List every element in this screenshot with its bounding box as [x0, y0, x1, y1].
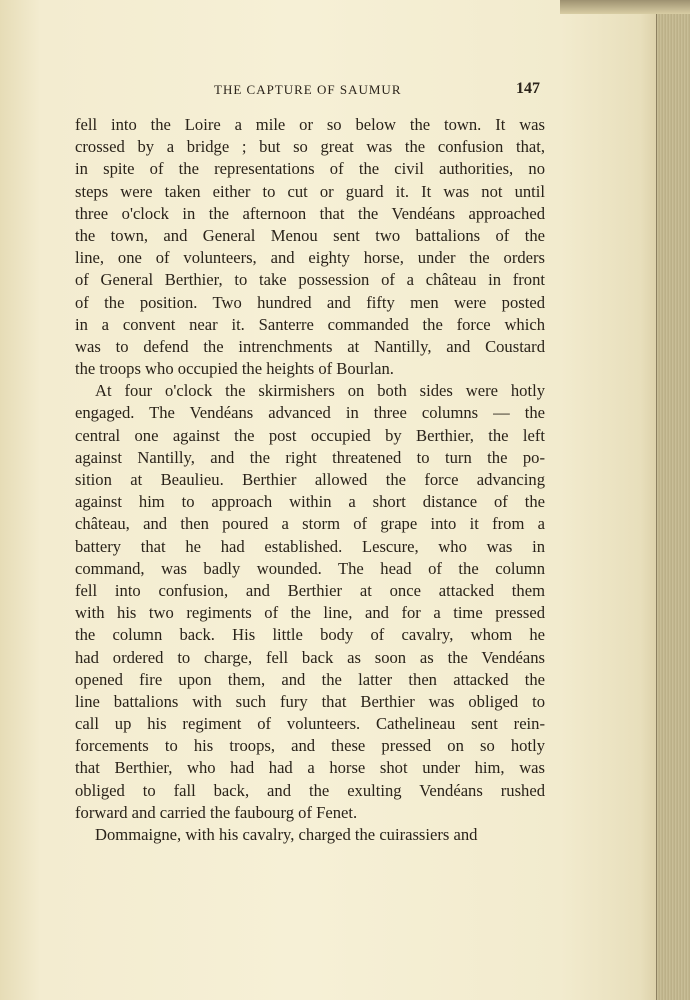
- page-stack-edge: [656, 0, 690, 1000]
- text-line: steps were taken either to cut or guard it. It was not until: [75, 181, 545, 201]
- page-top-edge: [560, 0, 690, 14]
- text-line: the town, and General Menou sent two battalions of the: [75, 225, 545, 245]
- text-line: forward and carried the faubourg of Fenet.: [75, 802, 358, 822]
- text-line: Dommaigne, with his cavalry, charged the cuirassiers and: [95, 825, 478, 844]
- text-line: fell into confusion, and Berthier at once attacked them: [75, 580, 545, 600]
- text-line: the troops who occupied the heights of Bourlan.: [75, 359, 394, 379]
- text-line: château, and then poured a storm of grape into it from a: [75, 514, 545, 534]
- text-line: battery that he had established. Lescure, who was in: [75, 536, 545, 556]
- text-line: that Berthier, who had had a horse shot under him, was: [75, 758, 545, 778]
- text-line: sition at Beaulieu. Berthier allowed the force advancing: [75, 470, 545, 489]
- text-line: in a convent near it. Santerre commanded the force which: [75, 314, 545, 334]
- text-line: command, was badly wounded. The head of the column: [75, 558, 545, 578]
- text-line: of General Berthier, to take possession of a château in front: [75, 270, 545, 290]
- running-head: [0, 80, 656, 104]
- text-line: crossed by a bridge ; but so great was the confusion that,: [75, 137, 545, 157]
- text-line: obliged to fall back, and the exulting Vendéans rushed: [75, 780, 545, 800]
- text-line: line battalions with such fury that Berthier was obliged to: [75, 691, 545, 711]
- text-line: At four o'clock the skirmishers on both sides were hotly: [95, 381, 545, 401]
- text-line: of the position. Two hundred and fifty men were posted: [75, 292, 545, 312]
- body-text: [75, 114, 545, 846]
- text-line: line, one of volunteers, and eighty horse, under the orders: [75, 248, 545, 268]
- running-title: THE CAPTURE OF SAUMUR: [214, 82, 402, 97]
- text-line: in spite of the representations of the civil authorities, no: [75, 159, 545, 179]
- text-line: central one against the post occupied by Berthier, the left: [75, 425, 545, 445]
- text-line: three o'clock in the afternoon that the Vendéans approached: [75, 203, 545, 223]
- text-line: opened fire upon them, and the latter then attacked the: [75, 669, 545, 689]
- text-line: call up his regiment of volunteers. Cathelineau sent rein-: [75, 714, 545, 734]
- text-line: against Nantilly, and the right threatened to turn the po-: [75, 447, 545, 467]
- text-line: fell into the Loire a mile or so below the town. It was: [75, 115, 545, 134]
- text-line: with his two regiments of the line, and for a time pressed: [75, 603, 545, 623]
- text-line: was to defend the intrenchments at Nantilly, and Coustard: [75, 336, 545, 356]
- page-number: 147: [516, 80, 540, 97]
- text-line: against him to approach within a short distance of the: [75, 492, 545, 512]
- text-line: had ordered to charge, fell back as soon as the Vendéans: [75, 647, 545, 667]
- text-line: forcements to his troops, and these pressed on so hotly: [75, 736, 545, 756]
- text-line: engaged. The Vendéans advanced in three columns — the: [75, 403, 545, 423]
- text-line: the column back. His little body of cavalry, whom he: [75, 625, 545, 645]
